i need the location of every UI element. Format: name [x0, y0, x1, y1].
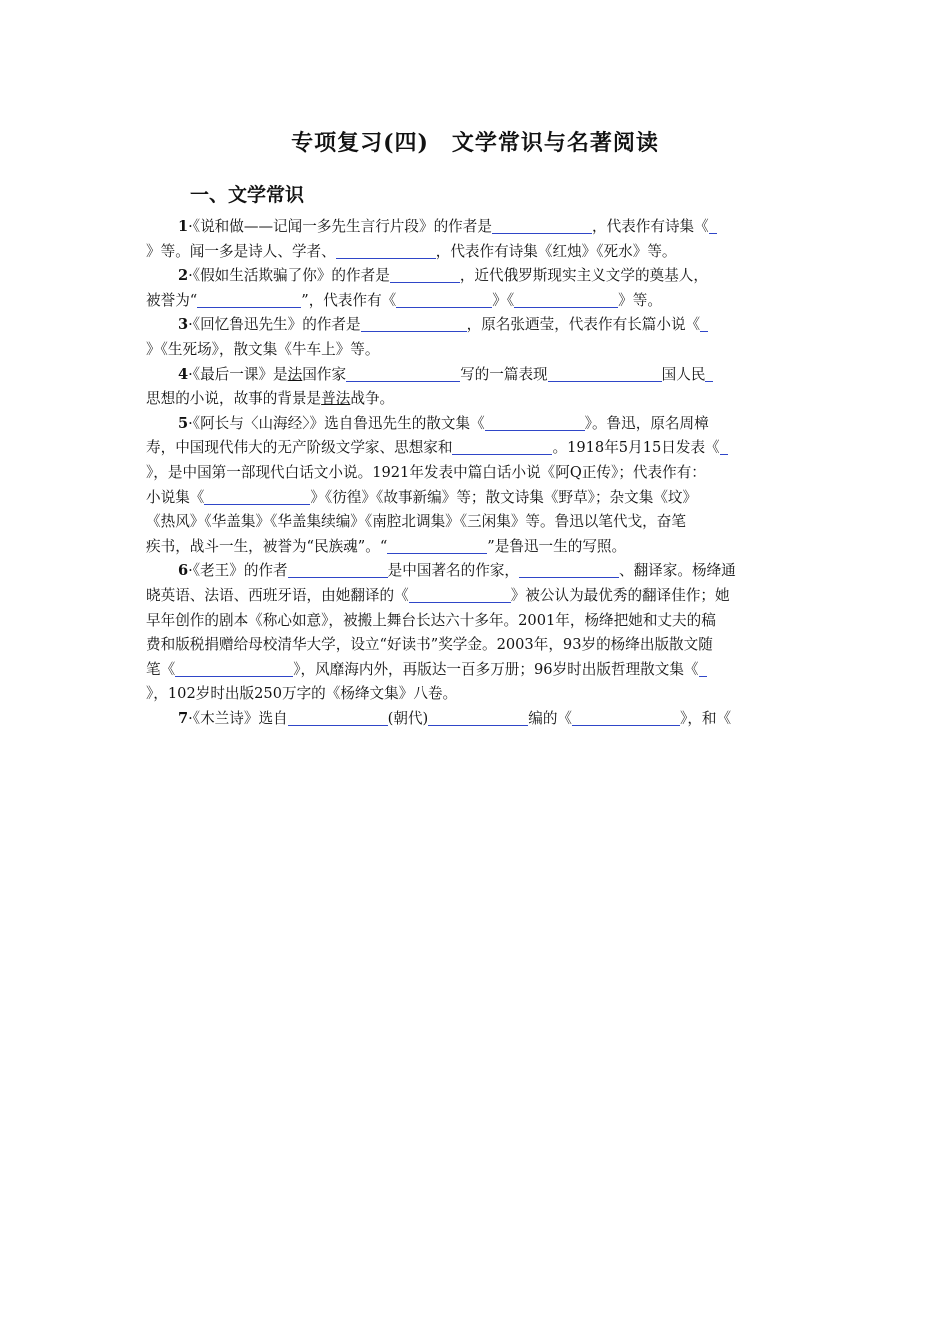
fill-in-blank[interactable]: [548, 364, 662, 382]
text-segment: 疾书，战斗一生，被誉为“民族魂”。“: [146, 537, 388, 555]
text-segment: ·《老王》的作者: [188, 562, 288, 580]
fill-in-blank[interactable]: [361, 314, 467, 332]
text-segment: ，代表作有诗集《红烛》《死水》等。: [435, 242, 677, 260]
text-segment: 》《: [492, 291, 515, 309]
text-segment: 国人民: [661, 365, 706, 383]
text-line: [146, 510, 810, 535]
text-line: [146, 559, 810, 584]
fill-in-blank[interactable]: [699, 659, 707, 677]
question-number: 6: [178, 562, 189, 580]
text-line: [146, 289, 810, 314]
text-segment: ，原名张迺莹，代表作有长篇小说《: [466, 316, 701, 334]
text-segment: 》。鲁迅，原名周樟: [584, 414, 709, 432]
text-segment: 》，风靡海内外，再版达一百多万册；96岁时出版哲理散文集《: [293, 660, 699, 678]
text-segment: 小说集《: [146, 488, 205, 506]
question-number: 4: [178, 365, 189, 383]
question-number: 7: [178, 709, 189, 727]
fill-in-blank[interactable]: [197, 290, 301, 308]
fill-in-blank[interactable]: [390, 265, 460, 283]
fill-in-blank[interactable]: [409, 585, 511, 603]
question-number: 2: [178, 267, 189, 285]
text-segment: 写的一篇表现: [460, 365, 548, 383]
text-segment: 》等。闻一多是诗人、学者、: [146, 242, 336, 260]
fill-in-blank[interactable]: [175, 659, 293, 677]
text-segment: 》《生死场》，散文集《牛车上》等。: [146, 340, 380, 358]
text-segment: 》，是中国第一部现代白话文小说。1921年发表中篇白话小说《阿Q正传》；代表作有：: [146, 463, 706, 481]
fill-in-blank[interactable]: [288, 560, 388, 578]
section-heading: 一、文学常识: [190, 184, 305, 206]
question-number: 5: [178, 414, 189, 432]
text-segment: ，代表作有诗集《: [591, 218, 709, 235]
text-line: [146, 682, 810, 707]
fill-in-blank[interactable]: [428, 708, 528, 726]
question-body: [146, 215, 810, 731]
text-segment: 笔《: [146, 660, 176, 678]
text-line: [146, 387, 810, 412]
text-segment: 》，和《: [680, 709, 732, 727]
text-segment: 普法: [321, 390, 351, 408]
fill-in-blank[interactable]: [396, 290, 492, 308]
text-line: [146, 535, 810, 560]
text-segment: 、翻译家。杨绛通: [619, 562, 736, 580]
text-line: [146, 363, 810, 388]
text-segment: 》，102岁时出版250万字的《杨绛文集》八卷。: [146, 685, 458, 703]
text-line: [146, 240, 810, 265]
text-segment: 战争。: [350, 390, 395, 408]
text-line: [146, 436, 810, 461]
text-line: [146, 633, 810, 658]
fill-in-blank[interactable]: [492, 216, 592, 234]
text-segment: 费和版税捐赠给母校清华大学，设立“好读书”奖学金。2003年，93岁的杨绛出版散文随: [146, 636, 713, 654]
text-segment: ·《最后一课》是: [188, 365, 288, 383]
text-segment: 。1918年5月15日发表《: [552, 439, 720, 457]
text-segment: 》等。: [618, 291, 662, 309]
fill-in-blank[interactable]: [514, 290, 618, 308]
question-number: 3: [178, 316, 189, 334]
text-segment: 寿，中国现代伟大的无产阶级文学家、思想家和: [146, 439, 453, 457]
text-line: [146, 609, 810, 634]
text-segment: ”是鲁迅一生的写照。: [487, 537, 627, 555]
text-segment: 晓英语、法语、西班牙语，由她翻译的《: [146, 586, 409, 604]
fill-in-blank[interactable]: [572, 708, 680, 726]
page-title: 专项复习(四) 文学常识与名著阅读: [291, 130, 659, 156]
fill-in-blank[interactable]: [336, 241, 436, 259]
text-segment: 思想的小说，故事的背景是: [146, 390, 322, 408]
text-line: [146, 338, 810, 363]
text-segment: 是中国著名的作家，: [387, 562, 520, 580]
text-line: [146, 264, 810, 289]
text-segment: ·《回忆鲁迅先生》的作者是: [188, 316, 361, 334]
text-segment: ，近代俄罗斯现实主义文学的奠基人，: [459, 267, 708, 285]
text-segment: ·《假如生活欺骗了你》的作者是: [188, 267, 390, 285]
text-line: [146, 313, 810, 338]
text-segment: ·《阿长与〈山海经〉》选自鲁迅先生的散文集《: [188, 414, 485, 432]
text-segment: ·《木兰诗》选自: [188, 709, 288, 727]
text-segment: 被誉为“: [146, 291, 198, 309]
fill-in-blank[interactable]: [387, 536, 487, 554]
text-segment: (朝代): [387, 709, 429, 727]
text-line: [146, 215, 810, 240]
text-segment: ”，代表作有《: [301, 291, 397, 309]
text-segment: 法: [287, 365, 303, 383]
text-segment: ·《说和做——记闻一多先生言行片段》的作者是: [188, 218, 492, 235]
text-segment: 国作家: [302, 365, 347, 383]
fill-in-blank[interactable]: [700, 314, 708, 332]
fill-in-blank[interactable]: [452, 437, 552, 455]
fill-in-blank[interactable]: [288, 708, 388, 726]
fill-in-blank[interactable]: [346, 364, 460, 382]
text-line: [146, 412, 810, 437]
fill-in-blank[interactable]: [709, 216, 717, 234]
text-line: [146, 658, 810, 683]
text-segment: 早年创作的剧本《称心如意》，被搬上舞台长达六十多年。2001年，杨绛把她和丈夫的稿: [146, 611, 716, 629]
text-line: [146, 584, 810, 609]
fill-in-blank[interactable]: [705, 364, 713, 382]
text-line: [146, 461, 810, 486]
fill-in-blank[interactable]: [485, 413, 585, 431]
text-segment: 》《彷徨》《故事新编》等；散文诗集《野草》；杂文集《坟》: [310, 488, 698, 506]
fill-in-blank[interactable]: [519, 560, 619, 578]
text-segment: 》被公认为最优秀的翻译佳作；她: [510, 586, 730, 604]
question-number: 1: [178, 218, 189, 235]
text-segment: 《热风》《华盖集》《华盖集续编》《南腔北调集》《三闲集》等。鲁迅以笔代戈，奋笔: [146, 513, 686, 531]
text-line: [146, 486, 810, 511]
fill-in-blank[interactable]: [204, 487, 310, 505]
text-line: [146, 707, 810, 732]
fill-in-blank[interactable]: [720, 437, 728, 455]
text-segment: 编的《: [528, 709, 573, 727]
